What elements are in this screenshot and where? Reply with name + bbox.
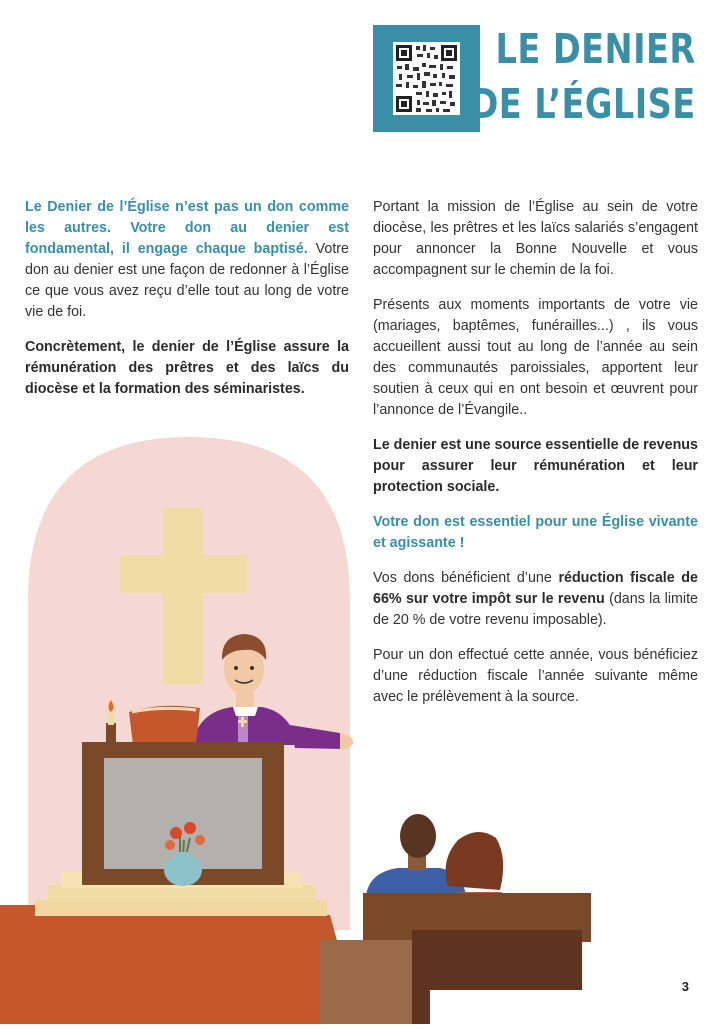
intro-paragraph bbox=[25, 197, 349, 323]
intro-accent-text: Le Denier de l’Église n’est pas un don comme les autres. Votre don au denier est fondamental, il engage chaque baptisé. bbox=[25, 199, 349, 257]
title-line-2: DE L’ÉGLISE bbox=[470, 80, 696, 128]
title-line-1: LE DENIER bbox=[495, 25, 696, 73]
mission-paragraph: Portant la mission de l’Église au sein de votre diocèse, les prêtres et les laïcs salariés s’engagent pour annoncer la Bonne Nouvelle et vous accompagnent sur le chemin de la foi. bbox=[373, 199, 698, 278]
qr-code-frame bbox=[373, 25, 480, 132]
revenue-paragraph: Le denier est une source essentielle de revenus pour assurer leur rémunération et leur protection sociale. bbox=[373, 437, 698, 495]
tax-text-end: (dans la limite de 20 % de votre revenu imposable). bbox=[373, 591, 699, 628]
presence-paragraph: Présents aux moments importants de votre vie (mariages, baptêmes, funérailles...) , ils vous accueillent aussi tout au long de l’année au sein des communautés paroissiales, apportent leur soutien à ceux qui en ont besoin et œuvrent pour l’annonce de l’Évangile.. bbox=[373, 297, 698, 418]
page-title bbox=[471, 22, 696, 132]
left-text-column bbox=[25, 197, 349, 414]
qr-code-icon bbox=[393, 42, 460, 115]
tax-highlight: réduction fiscale de 66% sur votre impôt sur le revenu bbox=[373, 570, 698, 607]
withholding-paragraph: Pour un don effectué cette année, vous bénéficiez d’une réduction fiscale l’année suivante même avec le prélèvement à la source. bbox=[373, 647, 698, 705]
tax-text-start: Vos dons bénéficient d’une bbox=[373, 570, 559, 586]
church-illustration bbox=[0, 420, 722, 1024]
call-to-action: Votre don est essentiel pour une Église vivante et agissante ! bbox=[373, 514, 698, 551]
intro-body-text: Votre don au denier est une façon de redonner à l’Église ce que vous avez reçu d’elle tout au long de votre vie de foi. bbox=[25, 241, 349, 320]
summary-paragraph: Concrètement, le denier de l’Église assure la rémunération des prêtres et des laïcs du diocèse et la formation des séminaristes. bbox=[25, 339, 349, 397]
page-number: 3 bbox=[681, 979, 689, 994]
